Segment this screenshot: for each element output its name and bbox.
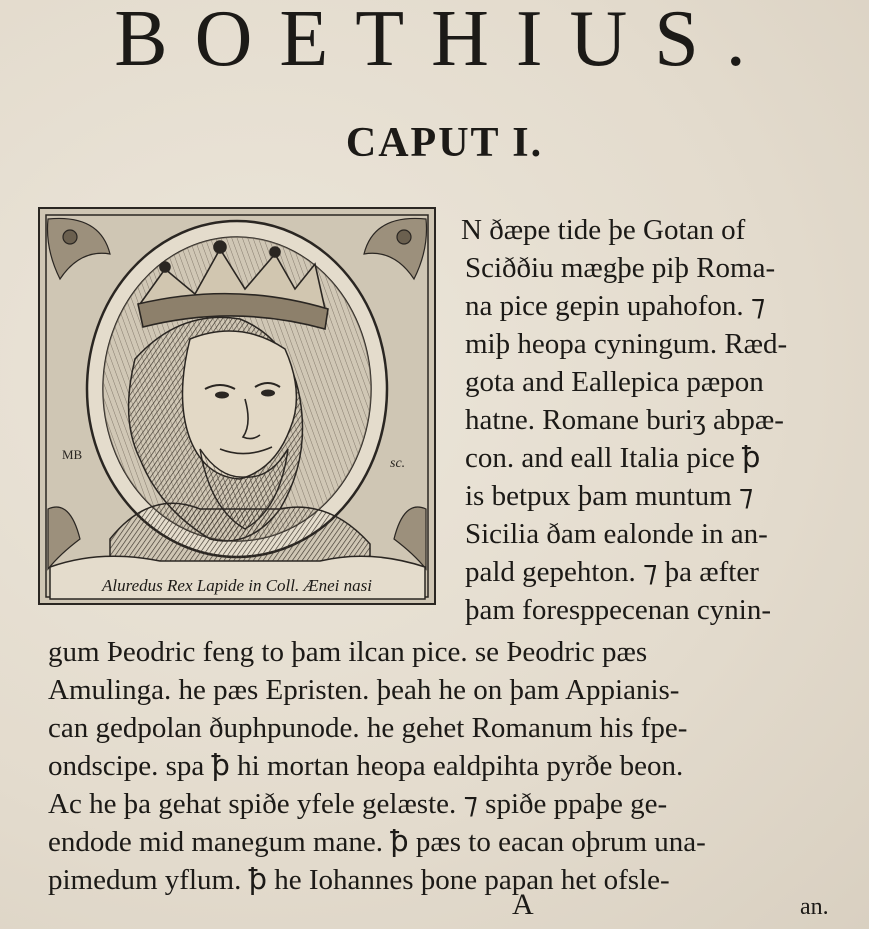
text-line: ondscipe. spa ꝥ hi mortan heopa ealdpihta pyrðe beon. [48, 750, 684, 782]
chapter-heading: CAPUT I. [345, 120, 544, 166]
text-line: Sicilia ðam ealonde in an- [465, 518, 768, 550]
text-line: Amulinga. he pæs Epristen. þeah he on þam Appianis- [48, 674, 680, 706]
engraver-mark-left: MB [62, 447, 83, 462]
portrait-caption: Aluredus Rex Lapide in Coll. Ænei nasi [102, 576, 372, 595]
portrait-illustration [40, 209, 434, 603]
text-line: gum Þeodric feng to þam ilcan pice. se Þeodric pæs [48, 636, 648, 668]
catchword: an. [800, 894, 829, 920]
text-line: is betpux þam muntum ⁊ [465, 480, 754, 512]
text-line: Sciððiu mægþe piþ Roma- [465, 252, 776, 284]
text-line: con. and eall Italia pice ꝥ [465, 442, 761, 474]
text-line: miþ heopa cyningum. Ræd- [465, 328, 788, 360]
text-line: can gedpolan ðuphpunode. he gehet Romanum his fpe- [48, 712, 688, 744]
engraver-mark-right: sc. [390, 456, 406, 471]
signature-mark: A [512, 888, 534, 921]
text-line: Ac he þa gehat spiðe yfele gelæste. ⁊ spiðe ppaþe ge- [48, 788, 668, 820]
text-line: þam foresppecenan cynin- [465, 594, 771, 626]
portrait-engraving [38, 207, 436, 605]
text-line: endode mid manegum mane. ꝥ pæs to eacan oþrum una- [48, 826, 706, 858]
text-line: hatne. Romane buriʒ abpæ- [465, 404, 784, 436]
book-title: BOETHIUS. [114, 0, 773, 83]
text-line: pald gepehton. ⁊ þa æfter [465, 556, 759, 588]
text-line: N ðæpe tide þe Gotan of [461, 214, 746, 246]
text-line: pimedum yflum. ꝥ he Iohannes þone papan het ofsle- [48, 864, 670, 896]
text-line: na pice gepin upahofon. ⁊ [465, 290, 766, 322]
text-line: gota and Eallepica pæpon [465, 366, 764, 398]
